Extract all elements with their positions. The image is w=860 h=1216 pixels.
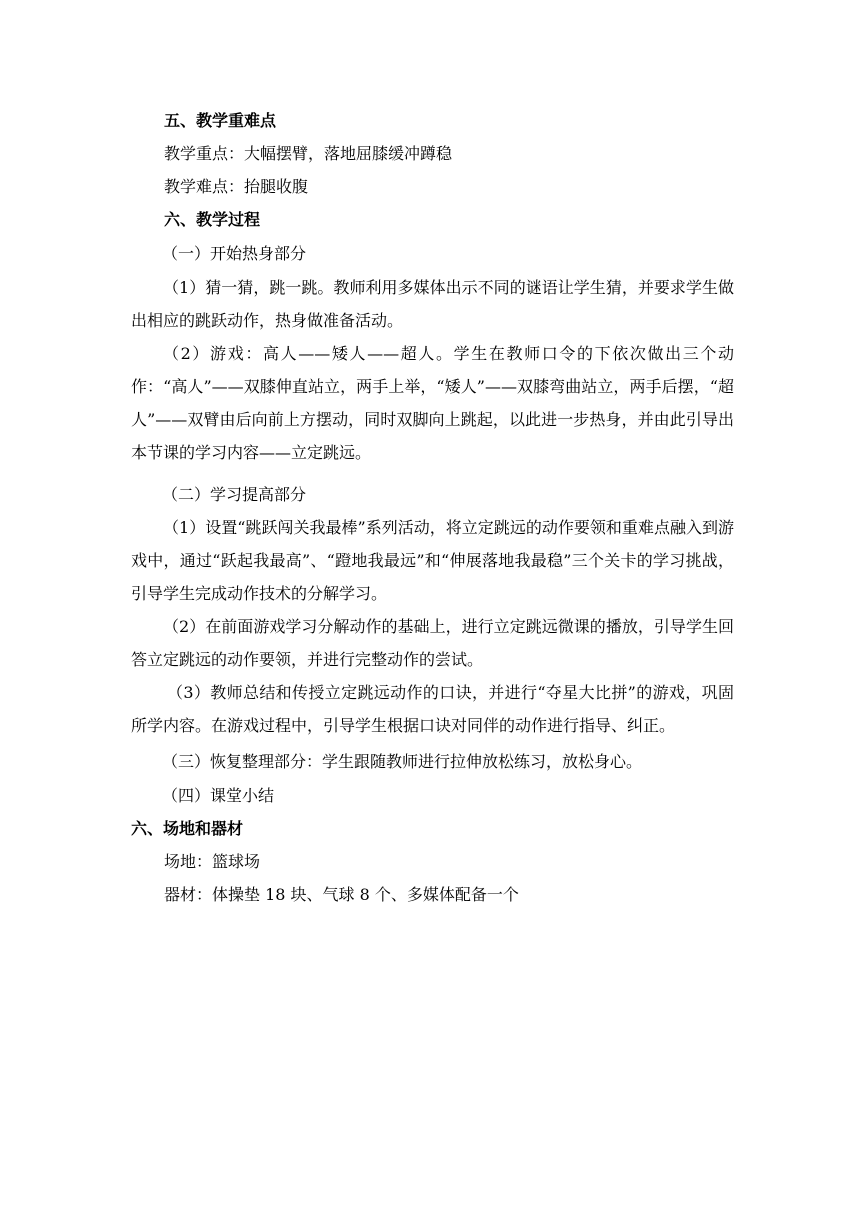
paragraph-warmup-2: （2）游戏：高人——矮人——超人。学生在教师口令的下依次做出三个动作：“高人”——双膝伸直站立，两手上举，“矮人”——双膝弯曲站立，两手后摆，“超人”——双臂由后向前上方摆动，同时双脚向上跳起，以此进一步热身，并由此引导出本节课的学习内容——立定跳远。 [131, 344, 734, 462]
key-point-text: 教学重点：大幅摆臂，落地屈膝缓冲蹲稳 [164, 144, 453, 163]
subsection-summary: （四）课堂小结 [162, 786, 275, 805]
section-heading-teaching-process: 六、教学过程 [164, 210, 261, 229]
paragraph-warmup-1: （1）猜一猜，跳一跳。教师利用多媒体出示不同的谜语让学生猜，并要求学生做出相应的跳跃动作，热身做准备活动。 [131, 278, 734, 330]
section-heading-venue-equipment: 六、场地和器材 [131, 819, 244, 838]
paragraph-learning-1: （1）设置“跳跃闯关我最棒”系列活动，将立定跳远的动作要领和重难点融入到游戏中，通过“跃起我最高”、“蹬地我最远”和“伸展落地我最稳”三个关卡的学习挑战，引导学生完成动作技术的分解学习。 [131, 518, 734, 603]
venue-text: 场地：篮球场 [164, 852, 261, 871]
subsection-title-learning: （二）学习提高部分 [162, 485, 307, 504]
paragraph-learning-3: （3）教师总结和传授立定跳远动作的口诀，并进行“夺星大比拼”的游戏，巩固所学内容。在游戏过程中，引导学生根据口诀对同伴的动作进行指导、纠正。 [131, 683, 734, 735]
equipment-text: 器材：体操垫 18 块、气球 8 个、多媒体配备一个 [164, 885, 519, 904]
subsection-title-warmup: （一）开始热身部分 [162, 244, 307, 263]
subsection-recovery: （三）恢复整理部分：学生跟随教师进行拉伸放松练习，放松身心。 [162, 752, 643, 771]
difficult-point-text: 教学难点：抬腿收腹 [164, 177, 309, 196]
paragraph-learning-2: （2）在前面游戏学习分解动作的基础上，进行立定跳远微课的播放，引导学生回答立定跳远的动作要领，并进行完整动作的尝试。 [131, 617, 734, 669]
section-heading-key-difficult-points: 五、教学重难点 [164, 111, 277, 130]
